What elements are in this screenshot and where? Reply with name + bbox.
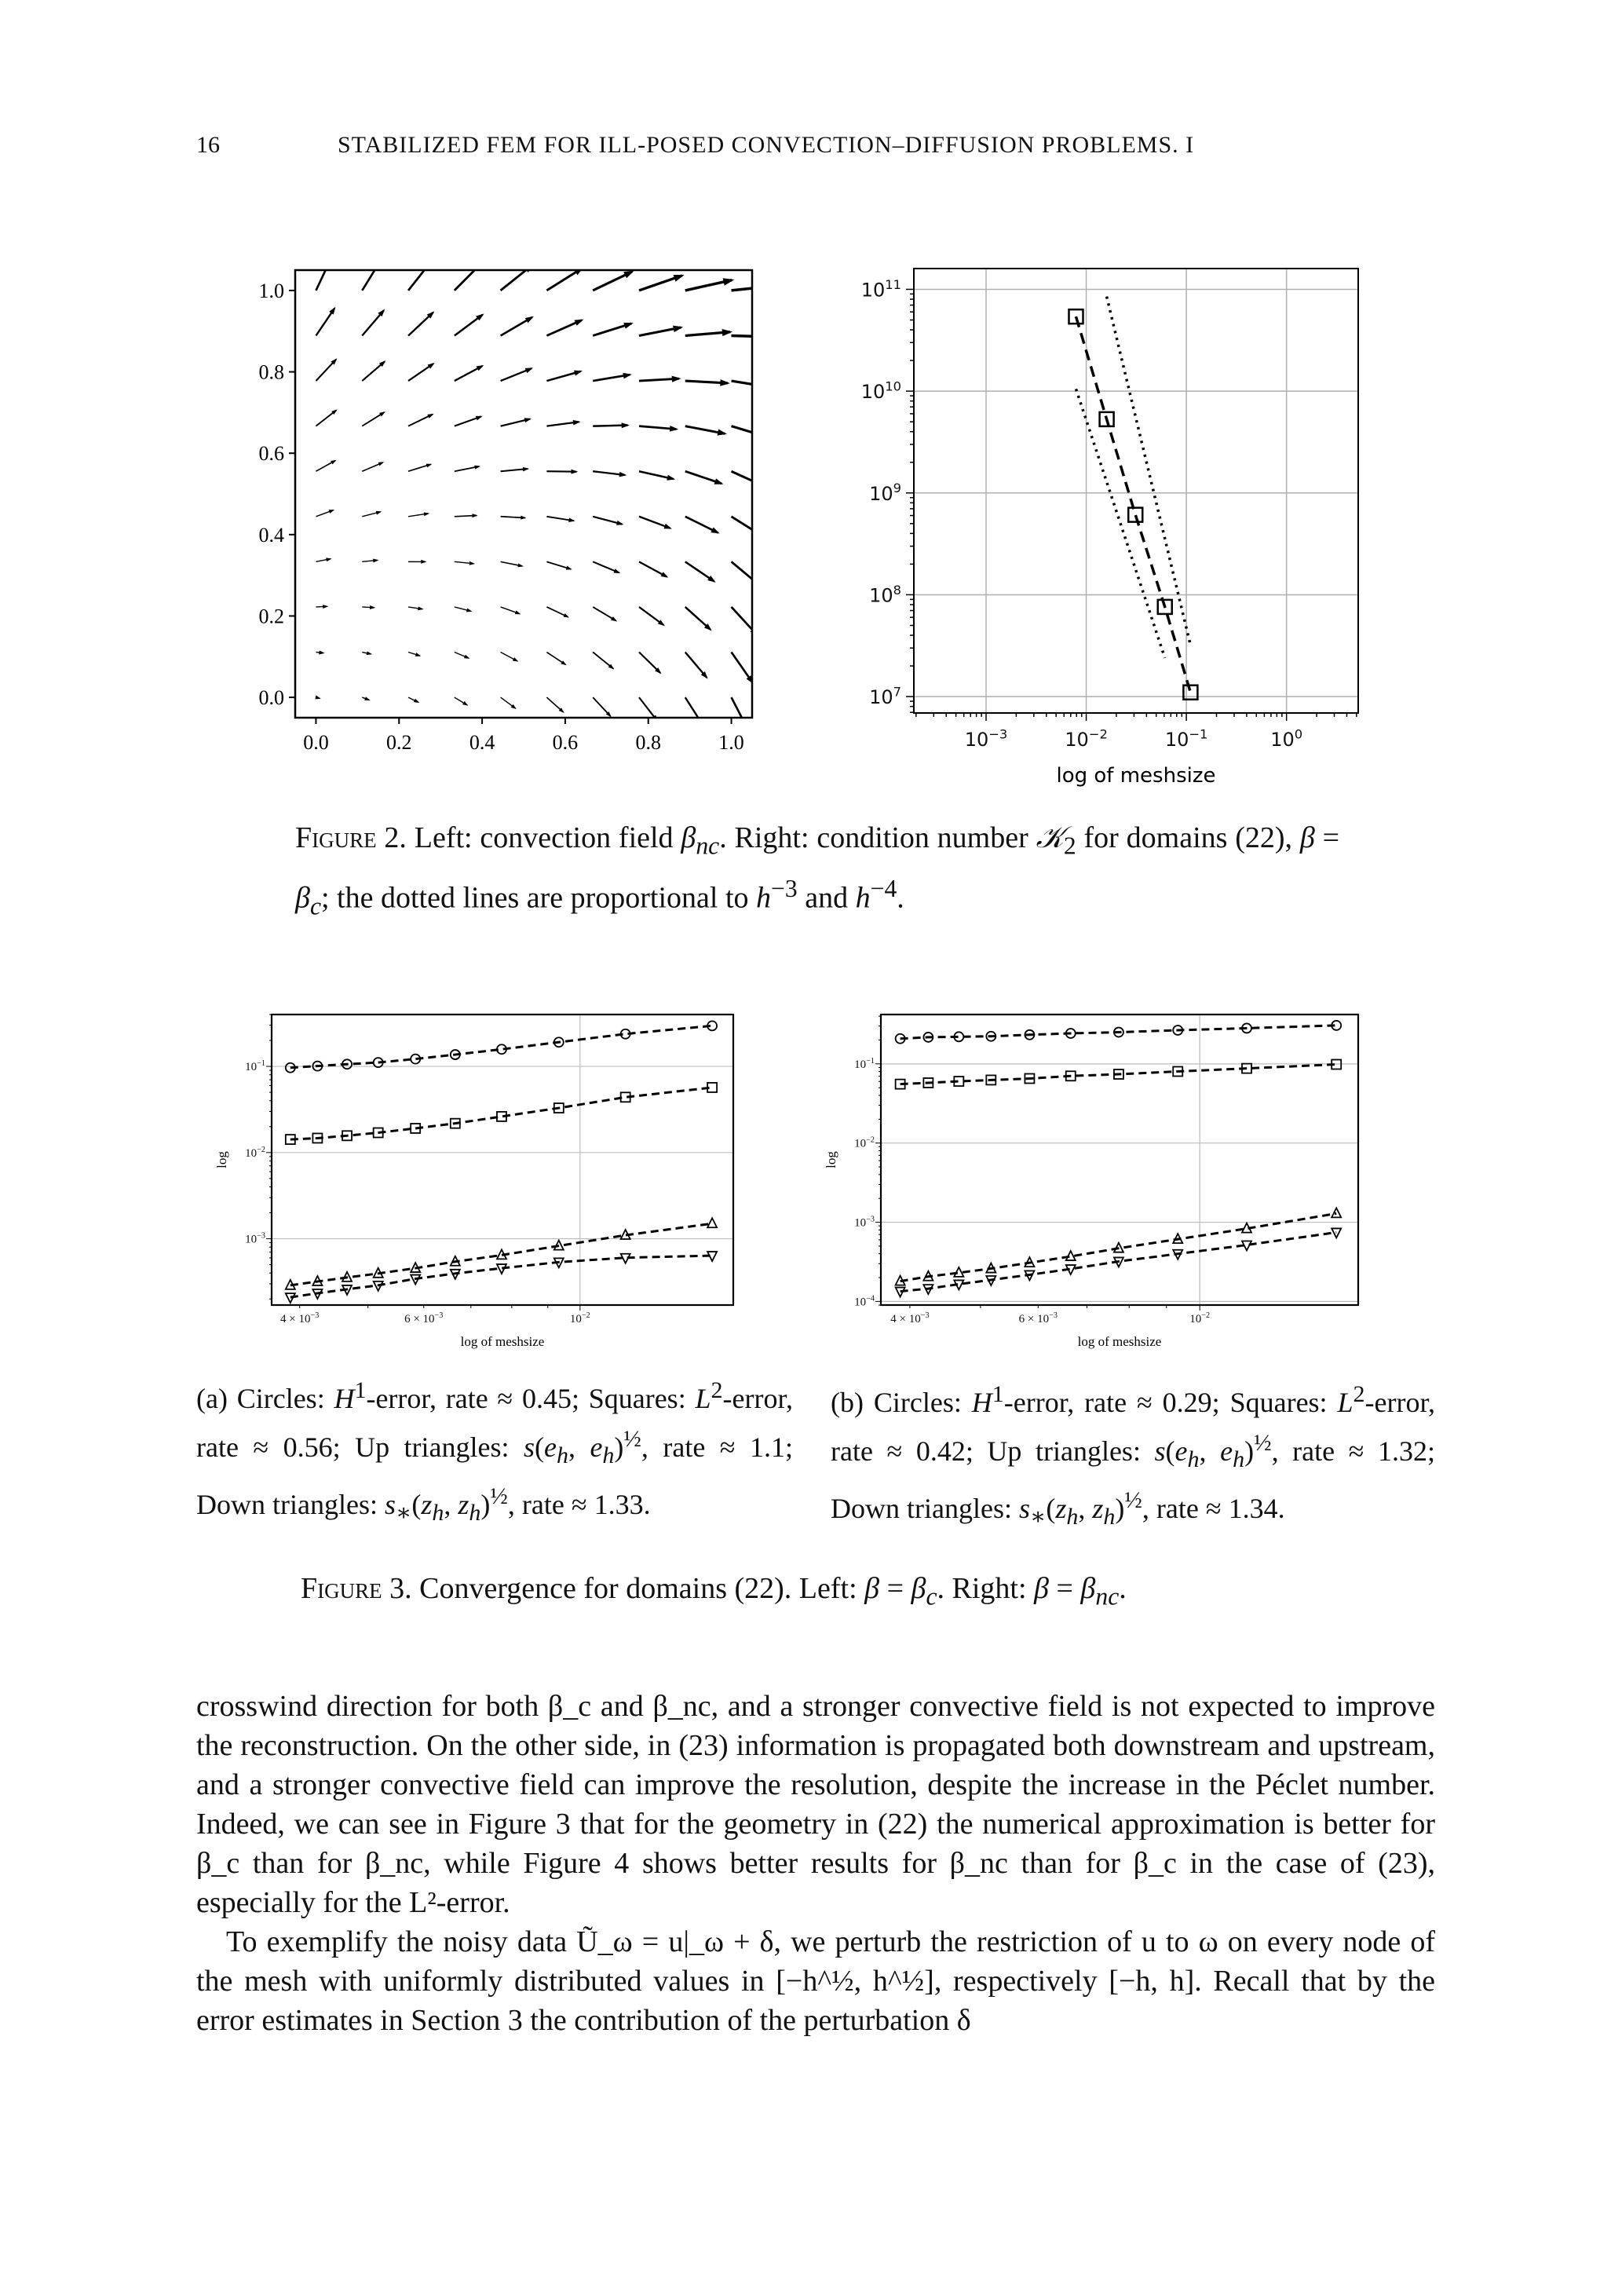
arrowhead-icon <box>323 605 328 609</box>
subcaption-text: , rate ≈ 1.34. <box>1142 1493 1285 1525</box>
arrowhead-icon <box>425 259 433 268</box>
arrowhead-icon <box>331 460 336 465</box>
subcaption-text: -error, rate ≈ 0.56; Up triangles: <box>196 1383 793 1463</box>
arrow-icon <box>362 259 382 291</box>
x-axis-label: log of meshsize <box>1077 1334 1162 1349</box>
arrowhead-icon <box>421 560 426 564</box>
triangle-down-marker-icon <box>286 1293 295 1303</box>
series-line <box>290 1223 712 1285</box>
tick-label: $10^{-1}$ <box>1164 726 1208 751</box>
arrowhead-icon <box>415 653 422 656</box>
arrowhead-icon <box>376 511 382 515</box>
arrowhead-icon <box>525 316 534 324</box>
subcaption-text: -error, rate ≈ 0.29; Squares: <box>1003 1387 1338 1418</box>
arrowhead-icon <box>623 323 634 329</box>
triangle-up-marker-icon <box>707 1218 717 1227</box>
square-marker-icon <box>1128 508 1142 522</box>
tick-label: $6 \times 10^{-3}$ <box>1018 1311 1058 1325</box>
arrow-icon <box>732 517 765 538</box>
caption-text: . <box>1119 1572 1127 1605</box>
arrowhead-icon <box>768 383 779 390</box>
arrowhead-icon <box>474 466 480 470</box>
triangle-up-marker-icon <box>1066 1251 1076 1260</box>
arrow-icon <box>455 263 482 291</box>
arrowhead-icon <box>370 605 375 609</box>
arrowhead-icon <box>672 376 681 382</box>
arrowhead-icon <box>466 609 473 612</box>
arrowhead-icon <box>561 660 566 665</box>
arrow-icon <box>732 471 769 488</box>
arrowhead-icon <box>427 414 433 419</box>
quiver-axes <box>259 255 783 754</box>
arrowhead-icon <box>575 320 584 326</box>
y-tick-label: 1.0 <box>258 279 284 302</box>
caption-text: . Right: condition number <box>719 821 1036 854</box>
arrowhead-icon <box>375 258 382 266</box>
x-axis-label: log of meshsize <box>1056 764 1216 788</box>
subcaption-text: , rate ≈ 1.33. <box>507 1489 651 1521</box>
y-tick-label: 0.2 <box>258 605 284 628</box>
arrowhead-icon <box>462 701 468 706</box>
caption-text: ; the dotted lines are proportional to <box>321 881 757 915</box>
arrowhead-icon <box>378 462 385 466</box>
arrow-icon <box>316 258 331 291</box>
arrow-icon <box>732 561 762 586</box>
caption-text: for domains (22), <box>1076 821 1300 854</box>
figure3-label: Figure 3. <box>301 1572 412 1605</box>
x-tick-label: 0.4 <box>469 731 495 754</box>
arrowhead-icon <box>469 561 475 565</box>
tick-label: $10^{-1}$ <box>854 1056 875 1071</box>
arrowhead-icon <box>364 696 371 700</box>
caption-text: . <box>897 881 904 915</box>
arrowhead-icon <box>379 411 385 416</box>
axes-frame <box>272 1015 733 1305</box>
arrowhead-icon <box>711 527 719 533</box>
tick-label: $4 \times 10^{-3}$ <box>890 1311 930 1325</box>
arrowhead-icon <box>571 470 578 474</box>
paragraph-2: To exemplify the noisy data Ũ_ω = u|_ω + δ, we perturb the restriction of u to ω on every node of the mesh with uniformly distributed values in [−h^½, h^½], respectively [−h, h]. Recall that by the error estimates in Section 3 the contribution of the perturbation δ <box>196 1925 1435 2037</box>
paragraph-1: crosswind direction for both β_c and β_nc, and a stronger convective field is not expected to improve the reconstruction. On the other side, in (23) information is propagated both downstream and upstream, and a stronger convective field can improve the resolution, despite the increase in the Péclet number. Indeed, we can see in Figure 3 that for the geometry in (22) the numerical approximation is better for β_c than for β_nc, while Figure 4 shows better results for β_nc than for β_c in the case of (23), especially for the L²-error. <box>196 1690 1435 1919</box>
arrowhead-icon <box>367 651 373 655</box>
subcaption-b: (b) Circles: $H^1$-error, rate ≈ 0.29; Squares: $L^2$-error, rate ≈ 0.42; Up triangles: $s(e_h$, $e_h)^{\frac{1}{2}}$, rate ≈ 1.32; Down triangles: $s_∗(z_h$, $z_h)^{\frac{1}{2}}$, rate ≈ 1.34. <box>831 1381 1435 1530</box>
series-line <box>290 1088 712 1139</box>
series-line <box>901 1065 1337 1084</box>
arrowhead-icon <box>622 422 630 428</box>
arrow-icon <box>732 285 780 290</box>
arrowhead-icon <box>771 283 783 291</box>
arrowhead-icon <box>424 512 429 516</box>
subcaption-text: -error, rate ≈ 0.42; Up triangles: <box>831 1387 1435 1467</box>
tick-label: $10^{-1}$ <box>245 1059 265 1074</box>
tick-label: $10^{-2}$ <box>1189 1311 1211 1325</box>
arrow-icon <box>685 697 703 726</box>
arrowhead-icon <box>573 420 581 426</box>
running-title: STABILIZED FEM FOR ILL-POSED CONVECTION–DIFFUSION PROBLEMS. I <box>338 132 1195 158</box>
tick-label: $10^8$ <box>869 582 901 607</box>
caption-text: . Right: <box>937 1572 1035 1605</box>
tick-label: $10^{-4}$ <box>854 1294 875 1309</box>
arrowhead-icon <box>566 566 572 570</box>
y-tick-label: 0.8 <box>258 360 284 384</box>
arrowhead-icon <box>426 464 433 468</box>
arrowhead-icon <box>418 606 423 610</box>
arrow-icon <box>732 697 748 730</box>
y-tick-label: 0.4 <box>258 523 284 547</box>
triangle-up-marker-icon <box>954 1267 963 1277</box>
caption-text: Convergence for domains (22). Left: <box>419 1572 865 1605</box>
arrowhead-icon <box>619 472 627 477</box>
figure2-caption: Figure 2. Left: convection field $\beta_{nc}$. Right: condition number 𝒦$_2$ for domains (22), $\beta = \beta_c$; the dotted lines are proportional to $h^{-3}$ and $h^{-4}$. <box>295 821 1340 919</box>
page-number: 16 <box>196 132 220 158</box>
subcaption-text: -error, rate ≈ 0.45; Squares: <box>366 1383 696 1414</box>
arrowhead-icon <box>611 616 617 621</box>
tick-label: $10^0$ <box>1270 726 1303 751</box>
tick-label: $10^{10}$ <box>860 378 901 404</box>
square-marker-icon <box>1069 309 1083 324</box>
arrowhead-icon <box>663 524 671 529</box>
arrow-icon <box>732 381 776 388</box>
x-tick-label: 0.2 <box>386 731 412 754</box>
arrowhead-icon <box>698 719 704 727</box>
arrow-icon <box>408 261 432 291</box>
arrowhead-icon <box>373 559 378 563</box>
y-axis-label: log <box>824 1151 838 1168</box>
figure3-caption: Figure 3. Convergence for domains (22). Left: $\beta = \beta_c$. Right: $\beta = \beta_{nc}$. <box>301 1572 1127 1610</box>
arrowhead-icon <box>574 371 583 376</box>
arrowhead-icon <box>761 482 771 489</box>
y-axis-label: log <box>214 1151 229 1168</box>
fig3b-axes <box>824 1015 1358 1349</box>
arrowhead-icon <box>326 558 331 561</box>
fig2-condition-number-plot <box>832 251 1397 801</box>
tick-label: $10^{-3}$ <box>854 1215 875 1230</box>
arrowhead-icon <box>673 326 683 333</box>
axes-frame <box>295 270 752 718</box>
subcaption-a: (a) Circles: $H^1$-error, rate ≈ 0.45; Squares: $L^2$-error, rate ≈ 0.56; Up triangles: $s(e_h$, $e_h)^{\frac{1}{2}}$, rate ≈ 1.1; Down triangles: $s_∗(z_h$, $z_h)^{\frac{1}{2}}$, rate ≈ 1.33. <box>196 1377 794 1526</box>
square-marker-icon <box>1183 686 1197 700</box>
tick-label: $10^{-2}$ <box>1065 726 1108 751</box>
triangle-up-marker-icon <box>1332 1208 1341 1217</box>
arrowhead-icon <box>613 569 620 573</box>
caption-text: and <box>797 881 856 915</box>
arrowhead-icon <box>525 367 533 373</box>
arrowhead-icon <box>474 261 483 270</box>
arrowhead-icon <box>674 275 685 282</box>
arrowhead-icon <box>524 418 532 422</box>
x-tick-label: 0.0 <box>303 731 329 754</box>
x-axis-label: log of meshsize <box>460 1334 545 1349</box>
tick-label: $10^9$ <box>869 481 901 505</box>
arrowhead-icon <box>517 563 523 567</box>
arrowhead-icon <box>723 278 735 286</box>
arrowhead-icon <box>574 267 584 275</box>
y-tick-label: 0.0 <box>258 686 284 710</box>
arrowhead-icon <box>515 610 521 614</box>
fig3a-convergence-plot <box>196 1005 762 1366</box>
arrowhead-icon <box>670 426 678 432</box>
condition-number-axes <box>861 269 1358 788</box>
arrowhead-icon <box>464 655 470 659</box>
x-tick-label: 0.6 <box>552 731 579 754</box>
reference-dotted-line <box>1107 297 1191 645</box>
quiver-arrows <box>315 255 782 732</box>
arrowhead-icon <box>329 510 335 514</box>
arrowhead-icon <box>720 379 730 386</box>
arrowhead-icon <box>714 478 724 484</box>
arrowhead-icon <box>477 365 484 371</box>
arrowhead-icon <box>758 532 767 539</box>
caption-text: Left: convection field <box>414 821 681 854</box>
series-line <box>901 1213 1337 1281</box>
tick-label: $10^{11}$ <box>860 276 901 302</box>
arrowhead-icon <box>568 517 575 521</box>
arrowhead-icon <box>315 696 321 700</box>
series-line <box>1076 316 1190 693</box>
x-tick-label: 0.8 <box>635 731 661 754</box>
arrowhead-icon <box>476 416 483 421</box>
arrowhead-icon <box>623 373 632 379</box>
figure2-label: Figure 2. <box>295 821 407 854</box>
arrowhead-icon <box>523 467 529 472</box>
y-tick-label: 0.6 <box>258 442 284 466</box>
arrowhead-icon <box>754 579 762 587</box>
arrowhead-icon <box>771 333 782 341</box>
fig2-quiver-plot <box>236 251 785 770</box>
series-line <box>901 1232 1337 1291</box>
arrowhead-icon <box>667 475 675 481</box>
arrowhead-icon <box>319 651 324 655</box>
subcaption-text: (b) Circles: <box>831 1387 972 1418</box>
tick-label: $4 \times 10^{-3}$ <box>280 1311 320 1325</box>
subcaption-text: (a) Circles: <box>196 1383 334 1414</box>
arrowhead-icon <box>722 329 733 336</box>
subcaption-text: , rate ≈ 1.32; Down triangles: <box>831 1435 1435 1525</box>
axes-frame <box>914 269 1358 713</box>
arrowhead-icon <box>414 699 420 703</box>
arrowhead-icon <box>661 572 669 577</box>
arrowhead-icon <box>563 613 569 617</box>
arrowhead-icon <box>623 271 634 278</box>
fig3a-axes <box>214 1015 733 1349</box>
subcaption-text: , rate ≈ 1.1; Down triangles: <box>196 1431 794 1521</box>
tick-label: $6 \times 10^{-3}$ <box>404 1311 444 1325</box>
body-text <box>196 1687 1435 2040</box>
tick-label: $10^7$ <box>869 684 901 709</box>
tick-label: $10^{-3}$ <box>245 1231 265 1246</box>
arrowhead-icon <box>765 433 775 440</box>
arrow-icon <box>732 335 780 337</box>
arrowhead-icon <box>472 514 477 517</box>
arrowhead-icon <box>718 430 727 436</box>
tick-label: $10^{-2}$ <box>854 1135 875 1150</box>
series-line <box>290 1026 712 1067</box>
tick-label: $10^{-2}$ <box>245 1145 265 1160</box>
reference-dotted-line <box>1076 389 1164 657</box>
arrowhead-icon <box>513 657 518 662</box>
arrowhead-icon <box>616 521 623 525</box>
tick-label: $10^{-3}$ <box>964 726 1008 751</box>
arrowhead-icon <box>327 255 333 264</box>
fig3b-convergence-plot <box>816 1005 1397 1366</box>
x-tick-label: 1.0 <box>718 731 744 754</box>
tick-label: $10^{-2}$ <box>569 1311 590 1325</box>
arrowhead-icon <box>521 516 526 520</box>
